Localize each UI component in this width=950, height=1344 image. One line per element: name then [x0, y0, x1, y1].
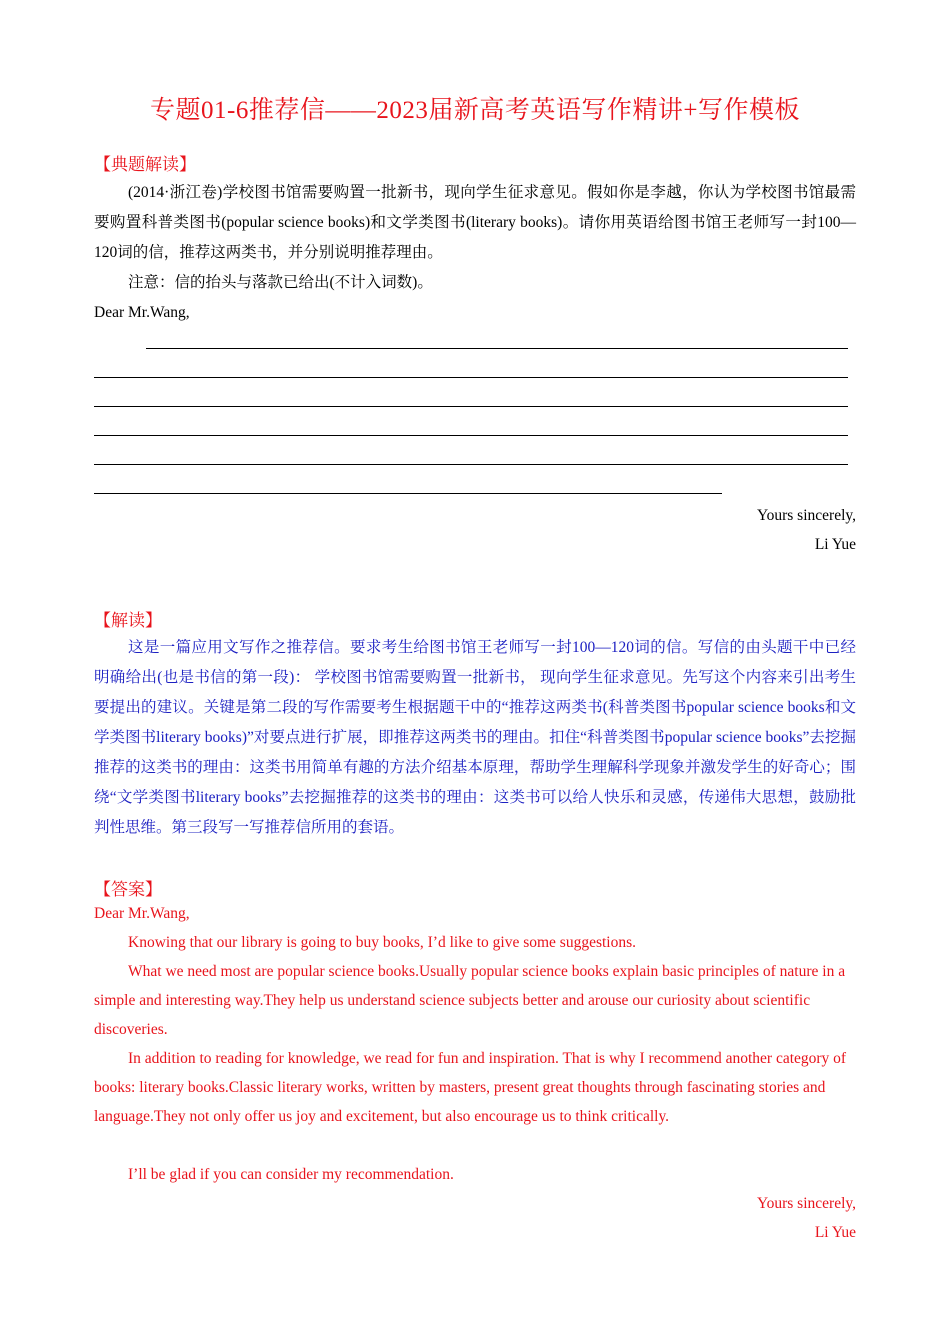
writing-line	[94, 493, 722, 494]
page-title: 专题01-6推荐信——2023届新高考英语写作精讲+写作模板	[150, 97, 800, 124]
letter-greeting: Dear Mr.Wang,	[94, 304, 190, 321]
answer-paragraph-2: What we need most are popular science books.Usually popular science books explain basic principles of nature in a simple and interesting way.They help us understand science subjects better and arouse our curiosity about scientific discoveries.	[94, 963, 846, 1038]
letter-signature: Li Yue	[814, 536, 856, 553]
writing-line	[94, 406, 848, 407]
writing-line	[94, 464, 848, 465]
answer-paragraph-1: Knowing that our library is going to buy books, I’d like to give some suggestions.	[128, 934, 637, 951]
answer-closing: Yours sincerely,	[756, 1195, 856, 1212]
writing-line	[146, 348, 848, 349]
question-prompt: (2014·浙江卷)学校图书馆需要购置一批新书，现向学生征求意见。假如你是李越，你认为学校图书馆最需要购置科普类图书(popular science books)和文学类图书(literary books)。请你用英语给图书馆王老师写一封100—120词的信，推荐这两类书，并分别说明推荐理由。	[94, 184, 856, 261]
answer-greeting: Dear Mr.Wang,	[94, 905, 190, 922]
writing-line	[94, 435, 848, 436]
letter-closing: Yours sincerely,	[756, 507, 856, 524]
answer-paragraph-3: In addition to reading for knowledge, we read for fun and inspiration. That is why I recommend another category of books: literary books.Classic literary works, written by masters, present great thoughts through fascinating stories and language.They not only offer us joy and excitement, but also encourage us to think critically.	[94, 1050, 847, 1125]
analysis-heading: 【解读】	[94, 611, 162, 630]
answer-heading: 【答案】	[94, 880, 162, 899]
question-note: 注意：信的抬头与落款已给出(不计入词数)。	[128, 274, 433, 291]
analysis-text: 这是一篇应用文写作之推荐信。要求考生给图书馆王老师写一封100—120词的信。写信的由头题干中已经明确给出(也是书信的第一段)： 学校图书馆需要购置一批新书， 现向学生征求意见。先写这个内容来引出考生要提出的建议。关键是第二段的写作需要考生根据题干中的“推荐这两类书(科普类图书popular science books和文学类图书literary books)”对要点进行扩展，即推荐这两类书的理由。扣住“科普类图书popular science books”去挖掘推荐的这类书的理由：这类书用简单有趣的方法介绍基本原理，帮助学生理解科学现象并激发学生的好奇心；围绕“文学类图书literary books”去挖掘推荐的这类书的理由：这类书可以给人快乐和灵感，传递伟大思想，鼓励批判性思维。第三段写一写推荐信所用的套语。	[94, 639, 856, 836]
writing-line	[94, 377, 848, 378]
question-heading: 【典题解读】	[94, 155, 196, 174]
answer-paragraph-4: I’ll be glad if you can consider my recommendation.	[128, 1166, 454, 1183]
answer-signature: Li Yue	[814, 1224, 856, 1241]
